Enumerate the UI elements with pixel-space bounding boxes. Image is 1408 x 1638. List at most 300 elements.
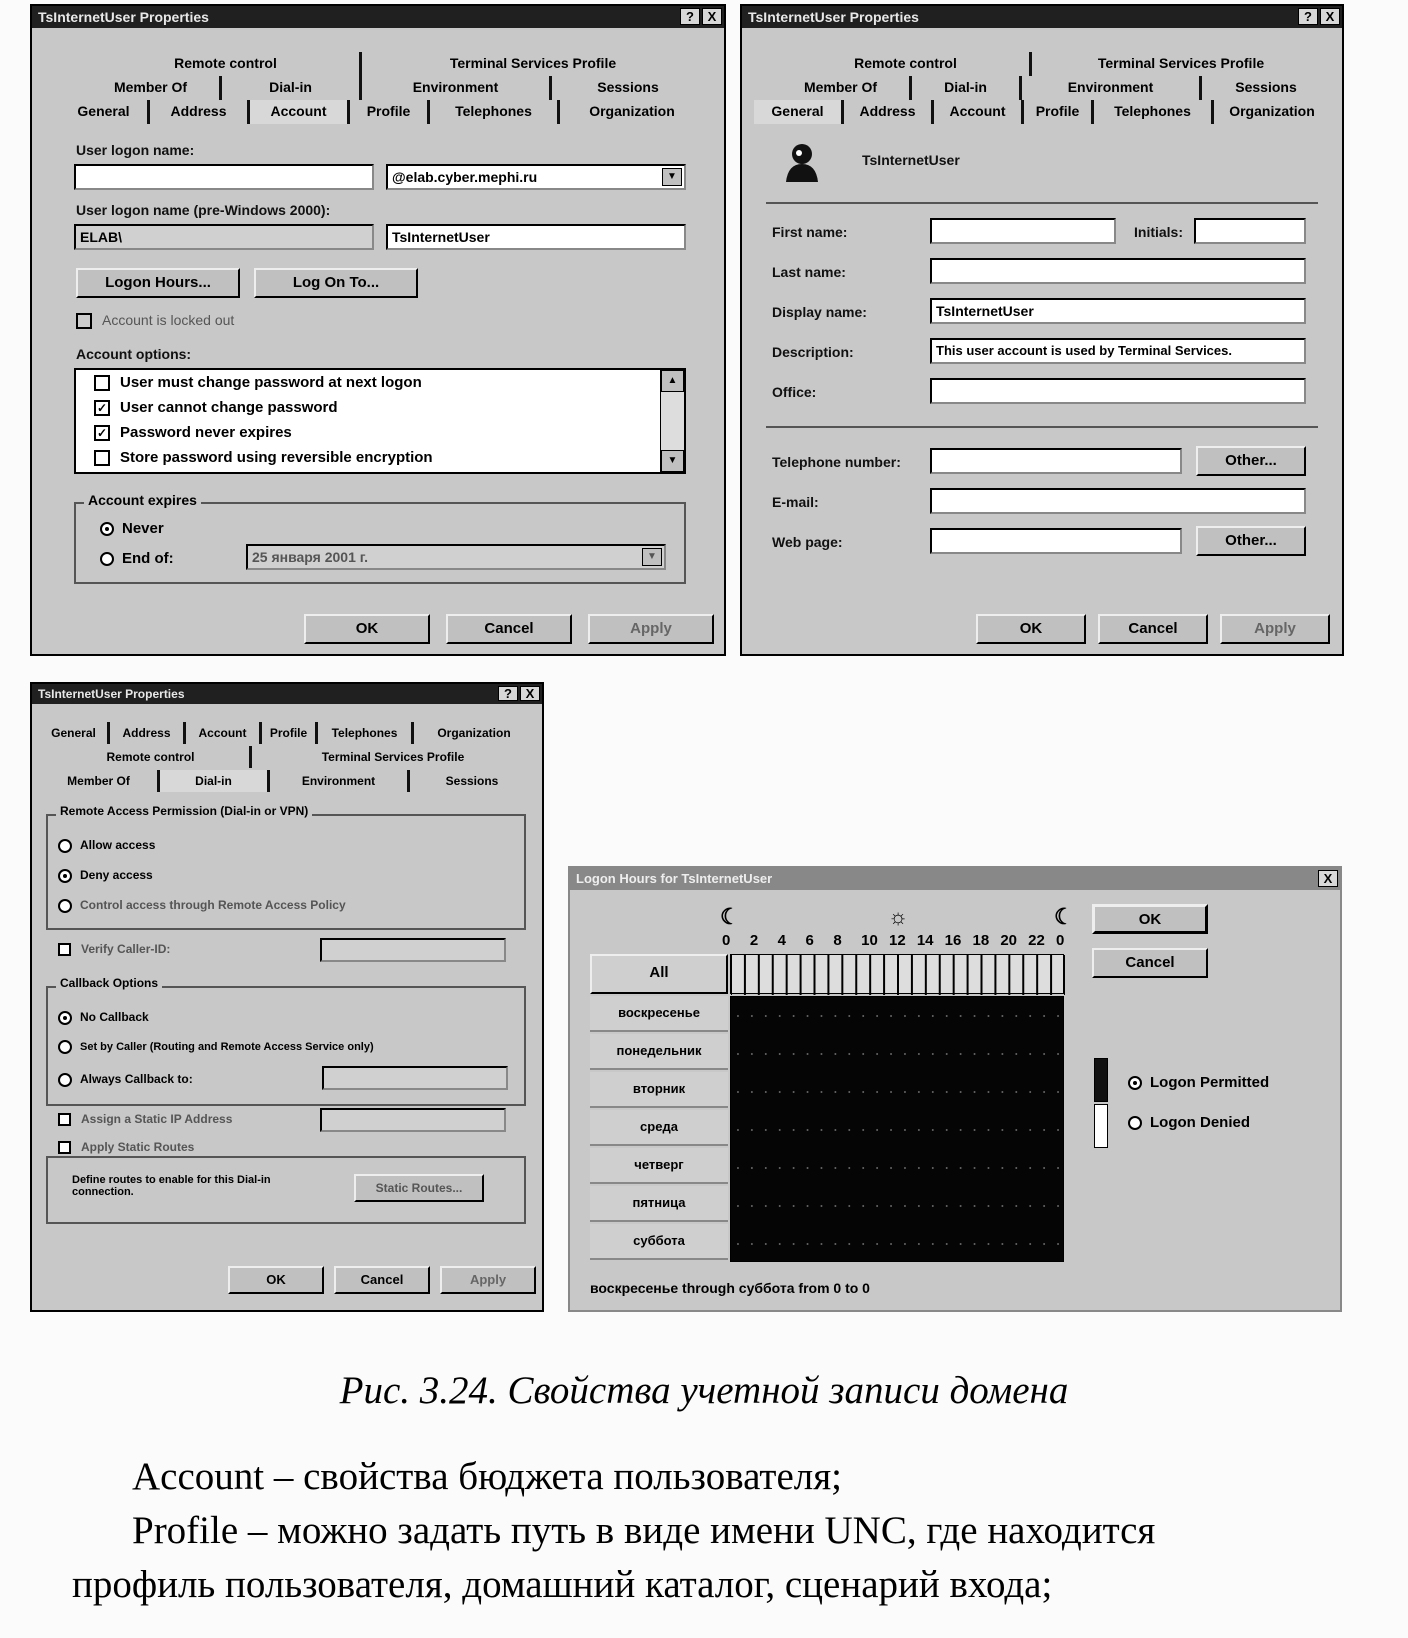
hour-cell[interactable] — [834, 1167, 836, 1169]
set-by-caller-option[interactable] — [58, 1040, 374, 1054]
tab-member-of[interactable]: Member Of — [40, 770, 160, 792]
day-button[interactable]: среда — [590, 1110, 728, 1146]
hour-cell[interactable] — [820, 1015, 822, 1017]
ok-button[interactable]: OK — [228, 1266, 324, 1294]
hour-cell[interactable] — [890, 1091, 892, 1093]
tab-telephones[interactable]: Telephones — [1094, 100, 1214, 124]
hour-cell[interactable] — [960, 1167, 962, 1169]
hour-cell[interactable] — [987, 1129, 989, 1131]
hour-cell[interactable] — [751, 1053, 753, 1055]
hour-cell[interactable] — [848, 1167, 850, 1169]
hour-cell[interactable] — [1015, 1205, 1017, 1207]
hour-cell[interactable] — [960, 1015, 962, 1017]
hour-cell[interactable] — [737, 1091, 739, 1093]
hour-cell[interactable] — [876, 1205, 878, 1207]
hour-cell[interactable] — [737, 1129, 739, 1131]
hour-cell[interactable] — [1001, 1243, 1003, 1245]
hour-cell[interactable] — [1029, 1129, 1031, 1131]
hour-cell[interactable] — [779, 1129, 781, 1131]
tab-dial-in[interactable]: Dial-in — [160, 770, 270, 792]
option-reversible[interactable] — [76, 445, 684, 470]
hour-cell[interactable] — [890, 1205, 892, 1207]
hour-cell[interactable] — [751, 1205, 753, 1207]
hour-cell[interactable] — [1057, 1053, 1059, 1055]
hour-cell[interactable] — [1029, 1015, 1031, 1017]
logon-denied-option[interactable] — [1128, 1114, 1250, 1131]
tab-remote-control[interactable]: Remote control — [782, 52, 1032, 76]
window-title: TsInternetUser Properties — [38, 687, 185, 701]
hour-cell[interactable] — [1057, 1091, 1059, 1093]
hour-cell[interactable] — [834, 1091, 836, 1093]
tab-account[interactable]: Account — [186, 722, 262, 744]
endof-radio[interactable] — [100, 552, 114, 566]
no-callback-label: No Callback — [80, 1010, 149, 1024]
hour-cell[interactable] — [1029, 1243, 1031, 1245]
hour-cell[interactable] — [932, 1053, 934, 1055]
hour-header-buttons[interactable] — [730, 954, 1064, 994]
hour-cell[interactable] — [918, 1091, 920, 1093]
hour-cell[interactable] — [1029, 1205, 1031, 1207]
logon-hours-grid[interactable] — [730, 996, 1064, 1262]
tab-member-of[interactable]: Member Of — [772, 76, 912, 100]
callback-label: Callback Options — [56, 976, 162, 990]
hour-cell[interactable] — [876, 1015, 878, 1017]
verify-caller-input[interactable] — [320, 938, 506, 962]
hour-cell[interactable] — [918, 1053, 920, 1055]
hour-cell[interactable] — [820, 1167, 822, 1169]
tab-row-3 — [754, 100, 1330, 124]
tab-environment[interactable]: Environment — [362, 76, 552, 100]
hour-cell[interactable] — [1001, 1053, 1003, 1055]
hour-cell[interactable] — [918, 1167, 920, 1169]
option-never-expires[interactable] — [76, 420, 684, 445]
hour-cell[interactable] — [1043, 1205, 1045, 1207]
moon-icon: ☾ — [1054, 904, 1074, 929]
tab-environment[interactable]: Environment — [1022, 76, 1202, 100]
hour-cell[interactable] — [862, 1091, 864, 1093]
log-on-to-button[interactable]: Log On To... — [254, 268, 418, 298]
hour-cell[interactable] — [793, 1129, 795, 1131]
hour-cell[interactable] — [987, 1015, 989, 1017]
hour-cell[interactable] — [918, 1243, 920, 1245]
hour-cell[interactable] — [1001, 1091, 1003, 1093]
display-name-input[interactable]: TsInternetUser — [930, 298, 1306, 324]
hour-cell[interactable] — [807, 1205, 809, 1207]
verify-caller-row[interactable] — [58, 942, 170, 956]
help-button[interactable]: ? — [680, 8, 700, 25]
hour-cell[interactable] — [932, 1091, 934, 1093]
apply-routes-row[interactable] — [58, 1140, 194, 1154]
hour-cell[interactable] — [862, 1205, 864, 1207]
hour-cell[interactable] — [946, 1243, 948, 1245]
hour-cell[interactable] — [779, 1015, 781, 1017]
close-button[interactable]: X — [702, 8, 722, 25]
help-button[interactable]: ? — [498, 686, 518, 701]
never-radio[interactable] — [100, 522, 114, 536]
initials-input[interactable] — [1194, 218, 1306, 244]
hour-cell[interactable] — [960, 1129, 962, 1131]
hour-cell[interactable] — [1057, 1243, 1059, 1245]
day-button[interactable]: пятница — [590, 1186, 728, 1222]
hour-cell[interactable] — [904, 1015, 906, 1017]
always-callback-radio[interactable] — [58, 1073, 72, 1087]
day-button[interactable]: понедельник — [590, 1034, 728, 1070]
hour-cell[interactable] — [779, 1167, 781, 1169]
hour-cell[interactable] — [890, 1129, 892, 1131]
hour-cell[interactable] — [876, 1053, 878, 1055]
hour-cell[interactable] — [932, 1015, 934, 1017]
hour-cell[interactable] — [737, 1015, 739, 1017]
tab-organization[interactable]: Organization — [589, 103, 675, 119]
hour-cell[interactable] — [765, 1243, 767, 1245]
scroll-down-icon[interactable]: ▼ — [661, 450, 684, 472]
tab-account[interactable]: Account — [934, 100, 1024, 124]
email-input[interactable] — [930, 488, 1306, 514]
hour-cell[interactable] — [765, 1053, 767, 1055]
hour-cell[interactable] — [946, 1129, 948, 1131]
cancel-button[interactable]: Cancel — [334, 1266, 430, 1294]
hour-cell[interactable] — [904, 1129, 906, 1131]
hour-cell[interactable] — [974, 1053, 976, 1055]
hour-cell[interactable] — [918, 1205, 920, 1207]
hour-cell[interactable] — [1043, 1243, 1045, 1245]
tab-address[interactable]: Address — [110, 722, 186, 744]
option-checkbox[interactable]: ✓ — [94, 400, 110, 416]
logon-permitted-radio[interactable] — [1128, 1076, 1142, 1090]
tab-organization[interactable]: Organization — [437, 726, 511, 740]
hour-cell[interactable] — [820, 1091, 822, 1093]
tab-general[interactable]: General — [60, 100, 150, 124]
hour-cell[interactable] — [1043, 1015, 1045, 1017]
hour-cell[interactable] — [876, 1243, 878, 1245]
hour-cell[interactable] — [960, 1205, 962, 1207]
last-name-input[interactable] — [930, 258, 1306, 284]
hour-cell[interactable] — [765, 1205, 767, 1207]
hour-cell[interactable] — [1043, 1167, 1045, 1169]
hour-cell[interactable] — [890, 1053, 892, 1055]
hour-cell[interactable] — [904, 1205, 906, 1207]
hour-cell[interactable] — [974, 1015, 976, 1017]
tab-remote-control[interactable]: Remote control — [92, 52, 362, 76]
tab-member-of[interactable]: Member Of — [82, 76, 222, 100]
hour-cell[interactable] — [876, 1167, 878, 1169]
ok-button[interactable]: OK — [976, 614, 1086, 644]
chevron-down-icon[interactable]: ▼ — [662, 168, 682, 186]
hour-cell[interactable] — [1057, 1205, 1059, 1207]
ok-button[interactable]: OK — [304, 614, 430, 644]
allow-access-radio[interactable] — [58, 839, 72, 853]
hour-cell[interactable] — [751, 1015, 753, 1017]
endof-date-picker[interactable] — [246, 544, 666, 570]
hour-cell[interactable] — [793, 1015, 795, 1017]
hour-cell[interactable] — [974, 1167, 976, 1169]
apply-button[interactable]: Apply — [440, 1266, 536, 1294]
option-checkbox[interactable] — [94, 375, 110, 391]
hour-cell[interactable] — [1057, 1015, 1059, 1017]
hour-cell[interactable] — [807, 1053, 809, 1055]
tab-address[interactable]: Address — [844, 100, 934, 124]
hour-cell[interactable] — [987, 1205, 989, 1207]
hour-cell[interactable] — [987, 1167, 989, 1169]
hour-cell[interactable] — [904, 1053, 906, 1055]
tab-sessions[interactable]: Sessions — [1235, 79, 1297, 95]
telephone-other-button[interactable]: Other... — [1196, 446, 1306, 476]
first-name-input[interactable] — [930, 218, 1116, 244]
assign-ip-checkbox[interactable] — [58, 1113, 71, 1126]
hour-cell[interactable] — [974, 1205, 976, 1207]
hour-cell[interactable] — [737, 1243, 739, 1245]
hour-cell[interactable] — [918, 1129, 920, 1131]
hour-cell[interactable] — [974, 1091, 976, 1093]
hour-cell[interactable] — [890, 1243, 892, 1245]
hour-cell[interactable] — [737, 1205, 739, 1207]
tab-organization[interactable]: Organization — [1229, 103, 1315, 119]
hour-cell[interactable] — [834, 1053, 836, 1055]
telephone-input[interactable] — [930, 448, 1182, 474]
always-callback-option[interactable] — [58, 1072, 193, 1087]
hour-cell[interactable] — [987, 1053, 989, 1055]
hour-cell[interactable] — [820, 1053, 822, 1055]
help-button[interactable]: ? — [1298, 8, 1318, 25]
hour-cell[interactable] — [848, 1053, 850, 1055]
hour-cell[interactable] — [779, 1091, 781, 1093]
hour-cell[interactable] — [1029, 1053, 1031, 1055]
verify-caller-checkbox[interactable] — [58, 943, 71, 956]
tab-general[interactable]: General — [40, 722, 110, 744]
allow-access-option[interactable] — [58, 838, 155, 853]
hour-cell[interactable] — [1015, 1243, 1017, 1245]
day-button[interactable]: вторник — [590, 1072, 728, 1108]
all-button[interactable]: All — [590, 954, 728, 994]
hour-cell[interactable] — [862, 1129, 864, 1131]
tab-remote-control[interactable]: Remote control — [52, 746, 252, 768]
cancel-button[interactable]: Cancel — [446, 614, 572, 644]
hour-cell[interactable] — [793, 1167, 795, 1169]
close-button[interactable]: X — [1318, 870, 1338, 887]
hour-cell[interactable] — [1001, 1205, 1003, 1207]
hour-cell[interactable] — [890, 1015, 892, 1017]
hour-cell[interactable] — [876, 1091, 878, 1093]
hour-cell[interactable] — [932, 1205, 934, 1207]
hour-cell[interactable] — [834, 1129, 836, 1131]
hour-cell[interactable] — [848, 1015, 850, 1017]
hour-cell[interactable] — [974, 1243, 976, 1245]
hour-cell[interactable] — [793, 1205, 795, 1207]
scroll-up-icon[interactable]: ▲ — [661, 370, 684, 392]
logon-denied-radio[interactable] — [1128, 1116, 1142, 1130]
hour-cell[interactable] — [807, 1015, 809, 1017]
option-must-change[interactable] — [76, 370, 684, 395]
hour-cell[interactable] — [1001, 1015, 1003, 1017]
static-ip-input[interactable] — [320, 1108, 506, 1132]
hour-cell[interactable] — [751, 1091, 753, 1093]
tab-sessions[interactable]: Sessions — [445, 774, 499, 788]
hour-cell[interactable] — [1001, 1129, 1003, 1131]
no-callback-option[interactable] — [58, 1010, 149, 1025]
hour-cell[interactable] — [779, 1053, 781, 1055]
day-button[interactable]: четверг — [590, 1148, 728, 1184]
webpage-other-button[interactable]: Other... — [1196, 526, 1306, 556]
never-option[interactable] — [100, 520, 164, 537]
logon-name-input[interactable] — [74, 164, 374, 190]
day-button[interactable]: суббота — [590, 1224, 728, 1260]
hour-cell[interactable] — [793, 1091, 795, 1093]
hour-cell[interactable] — [737, 1167, 739, 1169]
hour-cell[interactable] — [932, 1129, 934, 1131]
hour-cell[interactable] — [1015, 1167, 1017, 1169]
hour-cell[interactable] — [1015, 1053, 1017, 1055]
hour-cell[interactable] — [946, 1053, 948, 1055]
tab-profile[interactable]: Profile — [262, 722, 318, 744]
day-button[interactable]: воскресенье — [590, 996, 728, 1032]
hour-cell[interactable] — [987, 1243, 989, 1245]
no-callback-radio[interactable] — [58, 1011, 72, 1025]
hour-cell[interactable] — [807, 1091, 809, 1093]
hour-cell[interactable] — [1015, 1091, 1017, 1093]
deny-access-radio[interactable] — [58, 869, 72, 883]
hour-cell[interactable] — [1029, 1091, 1031, 1093]
tab-terminal-services-profile[interactable]: Terminal Services Profile — [1097, 55, 1265, 71]
hour-cell[interactable] — [876, 1129, 878, 1131]
hour-cell[interactable] — [820, 1129, 822, 1131]
tab-profile[interactable]: Profile — [1024, 100, 1094, 124]
apply-button[interactable]: Apply — [1220, 614, 1330, 644]
deny-access-option[interactable] — [58, 868, 153, 883]
hour-cell[interactable] — [1057, 1129, 1059, 1131]
hour-cell[interactable] — [765, 1129, 767, 1131]
hour-cell[interactable] — [848, 1091, 850, 1093]
logon-permitted-option[interactable] — [1128, 1074, 1269, 1091]
cancel-button[interactable]: Cancel — [1098, 614, 1208, 644]
hour-cell[interactable] — [946, 1015, 948, 1017]
hour-cell[interactable] — [904, 1167, 906, 1169]
hour-cell[interactable] — [765, 1015, 767, 1017]
hour-cell[interactable] — [904, 1091, 906, 1093]
hour-label: 4 — [777, 932, 786, 949]
cancel-button[interactable]: Cancel — [1092, 948, 1208, 978]
hour-cell[interactable] — [960, 1091, 962, 1093]
hour-cell[interactable] — [1043, 1129, 1045, 1131]
tab-profile[interactable]: Profile — [350, 100, 430, 124]
hour-cell[interactable] — [862, 1053, 864, 1055]
hour-cell[interactable] — [765, 1091, 767, 1093]
close-button[interactable]: X — [1320, 8, 1340, 25]
logon-hours-button[interactable]: Logon Hours... — [76, 268, 240, 298]
hour-cell[interactable] — [834, 1205, 836, 1207]
hour-cell[interactable] — [862, 1243, 864, 1245]
hour-cell[interactable] — [1001, 1167, 1003, 1169]
hour-cell[interactable] — [807, 1167, 809, 1169]
tab-telephones[interactable]: Telephones — [430, 100, 560, 124]
hour-cell[interactable] — [862, 1167, 864, 1169]
hour-cell[interactable] — [918, 1015, 920, 1017]
hour-cell[interactable] — [960, 1243, 962, 1245]
endof-option[interactable] — [100, 550, 174, 567]
hour-cell[interactable] — [932, 1243, 934, 1245]
tab-address[interactable]: Address — [150, 100, 250, 124]
hour-cell[interactable] — [932, 1167, 934, 1169]
hour-cell[interactable] — [807, 1243, 809, 1245]
tab-environment[interactable]: Environment — [270, 770, 410, 792]
hour-cell[interactable] — [779, 1243, 781, 1245]
tab-terminal-services-profile[interactable]: Terminal Services Profile — [449, 55, 617, 71]
hour-cell[interactable] — [834, 1015, 836, 1017]
tab-telephones[interactable]: Telephones — [318, 722, 414, 744]
hour-cell[interactable] — [1015, 1015, 1017, 1017]
hour-cell[interactable] — [820, 1243, 822, 1245]
hour-cell[interactable] — [848, 1129, 850, 1131]
hour-cell[interactable] — [1057, 1167, 1059, 1169]
hour-cell[interactable] — [751, 1167, 753, 1169]
hour-cell[interactable] — [834, 1243, 836, 1245]
hour-cell[interactable] — [946, 1167, 948, 1169]
hour-cell[interactable] — [974, 1129, 976, 1131]
description-input[interactable]: This user account is used by Terminal Services. — [930, 338, 1306, 364]
tab-terminal-services-profile[interactable]: Terminal Services Profile — [321, 750, 465, 764]
ok-button[interactable]: OK — [1092, 904, 1208, 934]
callback-number-input[interactable] — [322, 1066, 508, 1090]
chevron-down-icon[interactable]: ▼ — [642, 548, 662, 566]
hour-cell[interactable] — [848, 1205, 850, 1207]
hour-cell[interactable] — [848, 1243, 850, 1245]
hour-cell[interactable] — [765, 1167, 767, 1169]
office-input[interactable] — [930, 378, 1306, 404]
hour-cell[interactable] — [807, 1129, 809, 1131]
close-button[interactable]: X — [520, 686, 540, 701]
apply-button[interactable]: Apply — [588, 614, 714, 644]
set-by-caller-radio[interactable] — [58, 1040, 72, 1054]
option-checkbox[interactable] — [94, 450, 110, 466]
tab-sessions[interactable]: Sessions — [597, 79, 659, 95]
hour-label: 8 — [833, 932, 842, 949]
hour-cell[interactable] — [904, 1243, 906, 1245]
set-by-caller-label: Set by Caller (Routing and Remote Access Service only) — [80, 1040, 374, 1053]
webpage-input[interactable] — [930, 528, 1182, 554]
hour-cell[interactable] — [751, 1129, 753, 1131]
option-cannot-change[interactable] — [76, 395, 684, 420]
tab-dial-in[interactable]: Dial-in — [912, 76, 1022, 100]
hour-cell[interactable] — [1029, 1167, 1031, 1169]
control-policy-radio[interactable] — [58, 899, 72, 913]
hour-cell[interactable] — [793, 1243, 795, 1245]
pre2000-user-input[interactable]: TsInternetUser — [386, 224, 686, 250]
hour-cell[interactable] — [793, 1053, 795, 1055]
hour-cell[interactable] — [960, 1053, 962, 1055]
hour-cell[interactable] — [890, 1167, 892, 1169]
hour-cell[interactable] — [862, 1015, 864, 1017]
hour-cell[interactable] — [1015, 1129, 1017, 1131]
hour-cell[interactable] — [946, 1091, 948, 1093]
hour-cell[interactable] — [987, 1091, 989, 1093]
assign-ip-row[interactable] — [58, 1112, 232, 1126]
tab-general[interactable]: General — [754, 100, 844, 124]
hour-cell[interactable] — [751, 1243, 753, 1245]
option-checkbox[interactable]: ✓ — [94, 425, 110, 441]
options-scrollbar[interactable] — [660, 370, 684, 472]
domain-dropdown[interactable] — [386, 164, 686, 190]
hour-cell[interactable] — [1043, 1091, 1045, 1093]
tab-dial-in[interactable]: Dial-in — [222, 76, 362, 100]
control-policy-option[interactable] — [58, 898, 346, 913]
static-routes-button[interactable]: Static Routes... — [354, 1174, 484, 1202]
hour-cell[interactable] — [1043, 1053, 1045, 1055]
hour-cell[interactable] — [946, 1205, 948, 1207]
hour-cell[interactable] — [737, 1053, 739, 1055]
apply-routes-checkbox[interactable] — [58, 1141, 71, 1154]
hour-cell[interactable] — [779, 1205, 781, 1207]
tab-account[interactable]: Account — [250, 100, 350, 124]
hour-cell[interactable] — [820, 1205, 822, 1207]
